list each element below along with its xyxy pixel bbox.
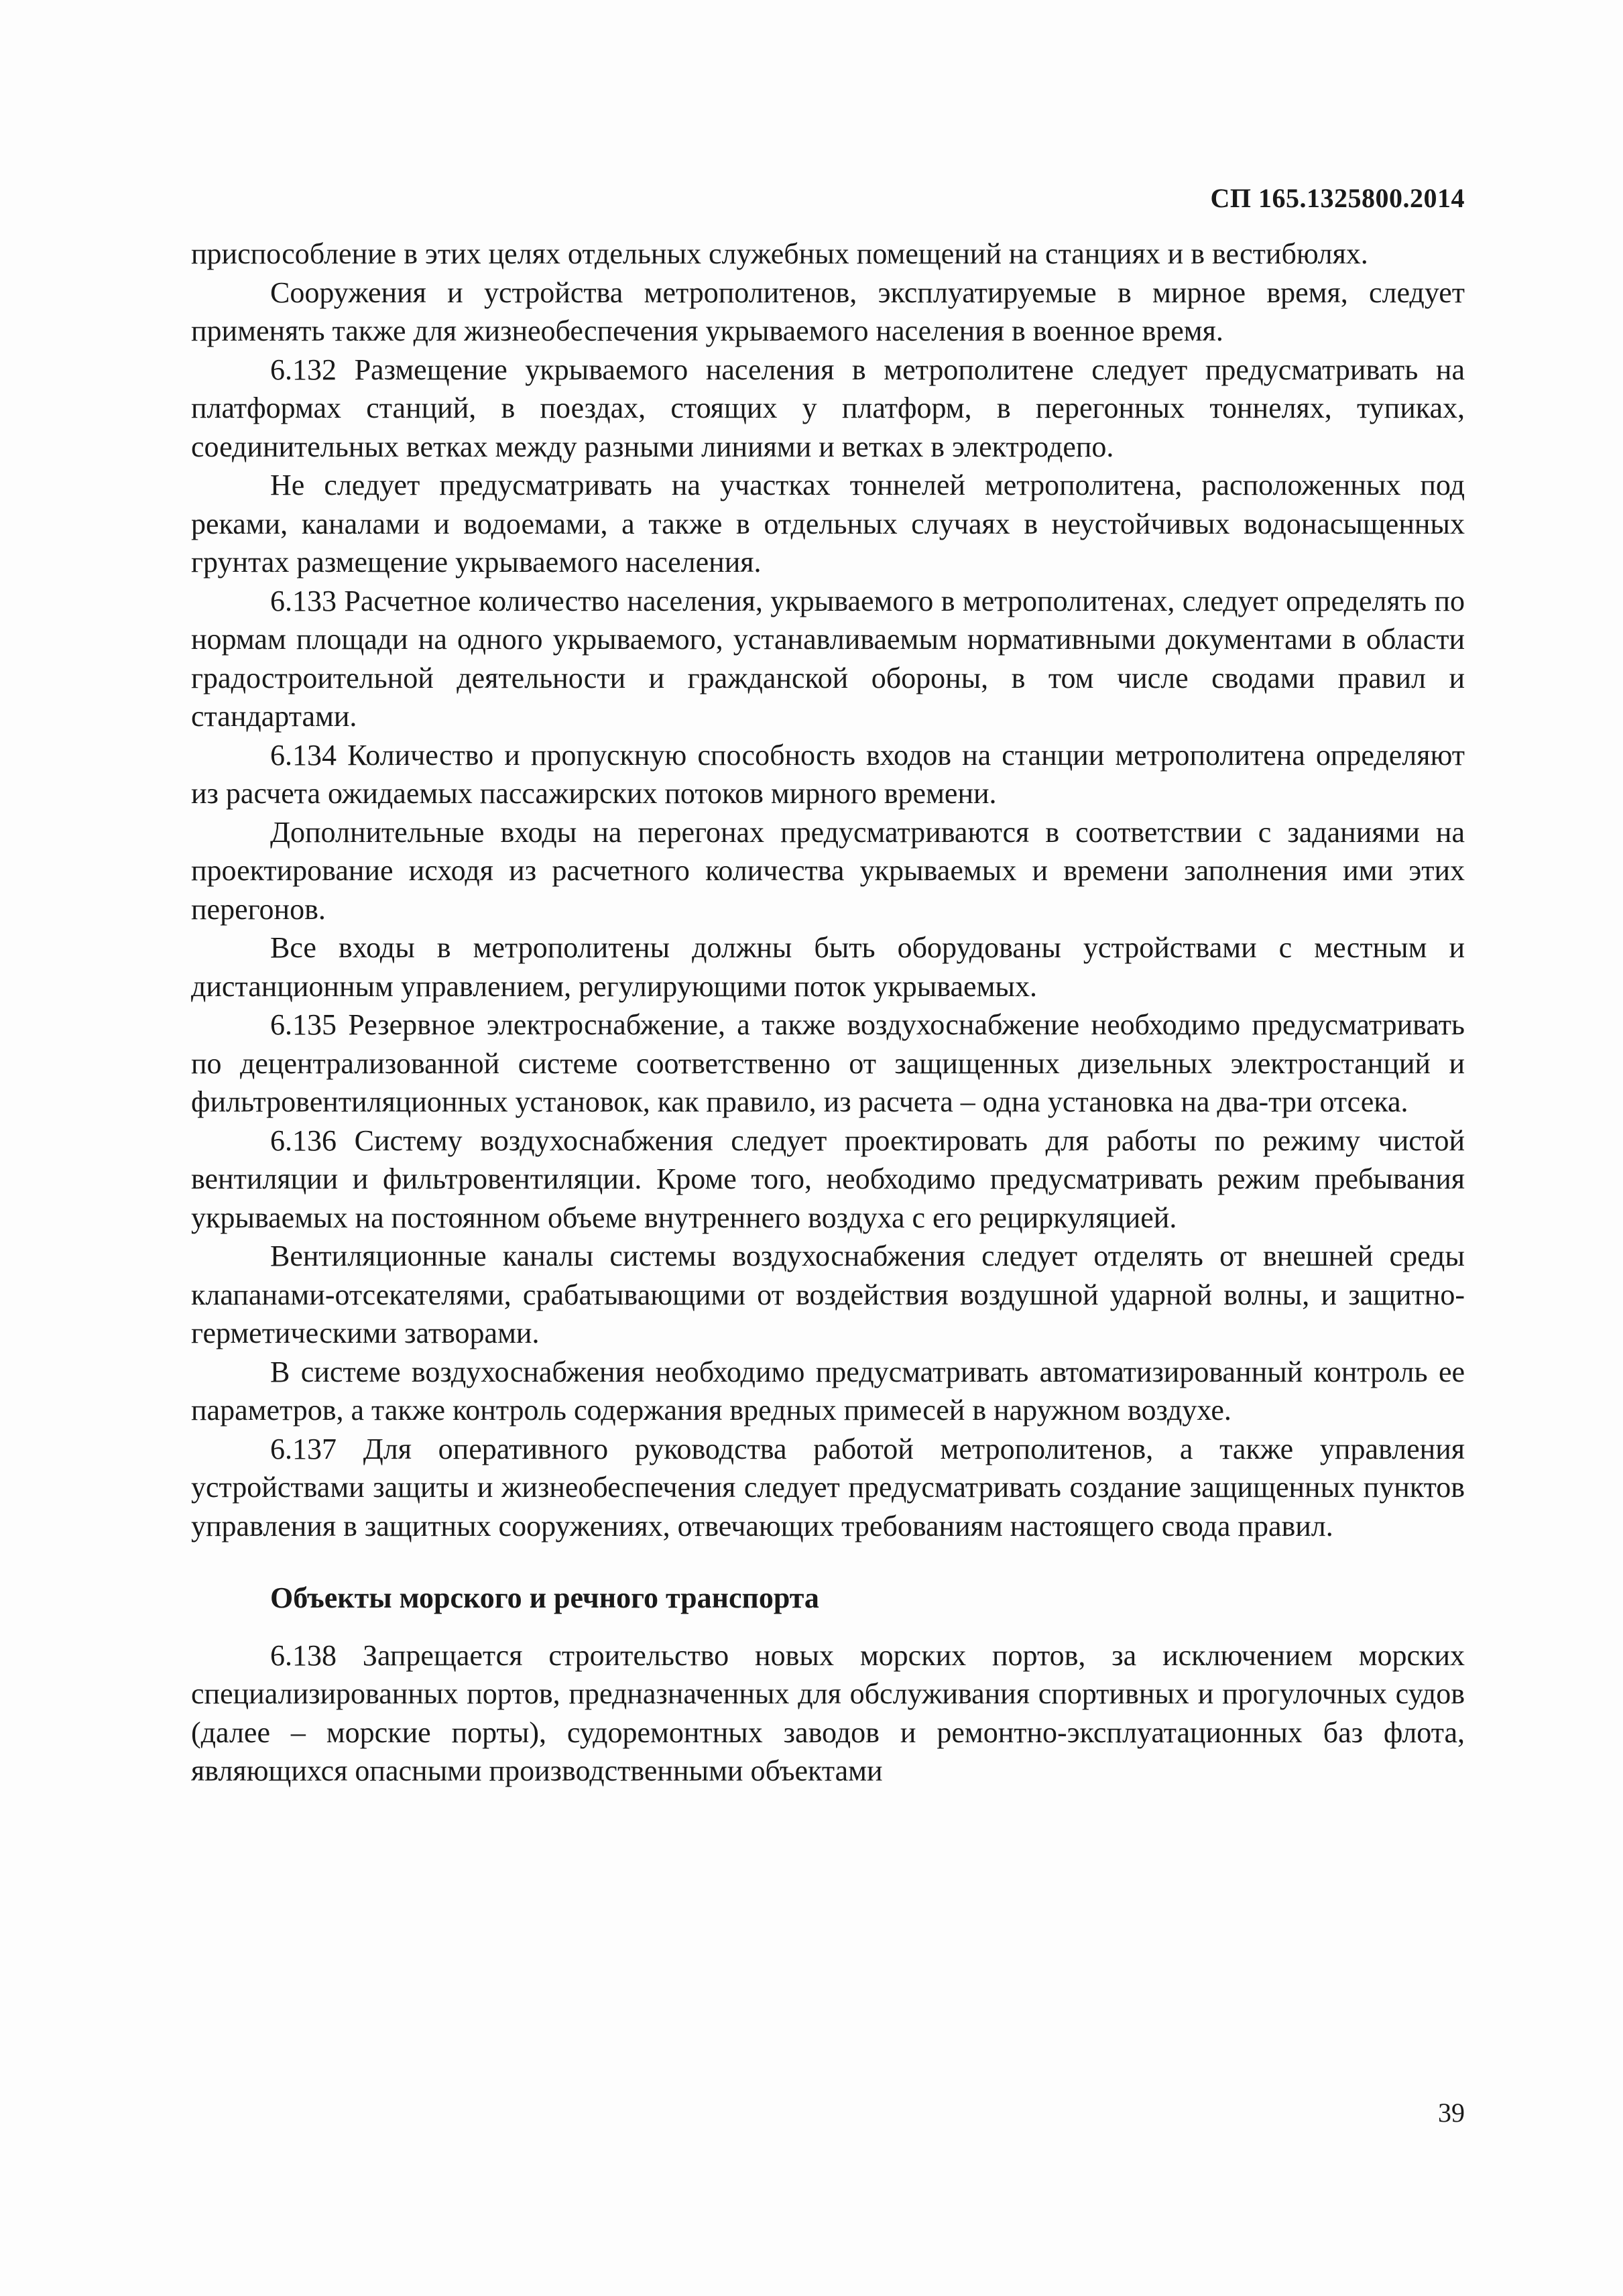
paragraph: Вентиляционные каналы системы воздухоснабжения следует отделять от внешней среды клапанами-отсекателями, срабатывающими от воздействия воздушной ударной волны, и защитно-герметическими затворами. <box>191 1240 1465 1349</box>
paragraph: приспособление в этих целях отдельных служебных помещений на станциях и в вестибюлях. <box>191 237 1368 270</box>
document-code: СП 165.1325800.2014 <box>1210 183 1465 213</box>
paragraph: 6.133 Расчетное количество населения, укрываемого в метрополитенах, следует определять по нормам площади на одного укрываемого, устанавливаемым нормативными документами в области градостроительной деятельности и гражданской обороны, в том числе сводами правил и стандартами. <box>191 584 1465 733</box>
paragraph: 6.137 Для оперативного руководства работой метрополитенов, а также управления устройствами защиты и жизнеобеспечения следует предусматривать создание защищенных пунктов управления в защитных сооружениях, отвечающих требованиям настоящего свода правил. <box>191 1432 1465 1543</box>
paragraph: 6.132 Размещение укрываемого населения в метрополитене следует предусматривать на платформах станций, в поездах, стоящих у платформ, в перегонных тоннелях, тупиках, соединительных ветках между разными линиями и ветках в электродепо. <box>191 353 1465 463</box>
paragraph: Сооружения и устройства метрополитенов, эксплуатируемые в мирное время, следует применять также для жизнеобеспечения укрываемого населения в военное время. <box>191 276 1465 347</box>
paragraph: Не следует предусматривать на участках тоннелей метрополитена, расположенных под реками, каналами и водоемами, а также в отдельных случаях в неустойчивых водонасыщенных грунтах размещение укрываемого населения. <box>191 469 1465 579</box>
paragraph: 6.135 Резервное электроснабжение, а также воздухоснабжение необходимо предусматривать по децентрализованной системе соответственно от защищенных дизельных электростанций и фильтровентиляционных установок, как правило, из расчета – одна установка на два-три отсека. <box>191 1008 1465 1118</box>
page-content <box>191 235 1465 1791</box>
page-number: 39 <box>1438 2098 1465 2128</box>
paragraph: В системе воздухоснабжения необходимо предусматривать автоматизированный контроль ее параметров, а также контроль содержания вредных примесей в наружном воздухе. <box>191 1355 1465 1427</box>
section-heading: Объекты морского и речного транспорта <box>270 1581 819 1614</box>
paragraph: 6.138 Запрещается строительство новых морских портов, за исключением морских специализированных портов, предназначенных для обслуживания спортивных и прогулочных судов (далее – морские порты), судоремонтных заводов и ремонтно-эксплуатационных баз флота, являющихся опасными производственными объектами <box>191 1638 1465 1787</box>
paragraph: Все входы в метрополитены должны быть оборудованы устройствами с местным и дистанционным управлением, регулирующими поток укрываемых. <box>191 931 1465 1003</box>
paragraph: Дополнительные входы на перегонах предусматриваются в соответствии с заданиями на проектирование исходя из расчетного количества укрываемых и времени заполнения ими этих перегонов. <box>191 815 1465 926</box>
paragraph: 6.136 Систему воздухоснабжения следует проектировать для работы по режиму чистой вентиляции и фильтровентиляции. Кроме того, необходимо предусматривать режим пребывания укрываемых на постоянном объеме внутреннего воздуха с его рециркуляцией. <box>191 1124 1465 1234</box>
paragraph: 6.134 Количество и пропускную способность входов на станции метрополитена определяют из расчета ожидаемых пассажирских потоков мирного времени. <box>191 738 1465 810</box>
